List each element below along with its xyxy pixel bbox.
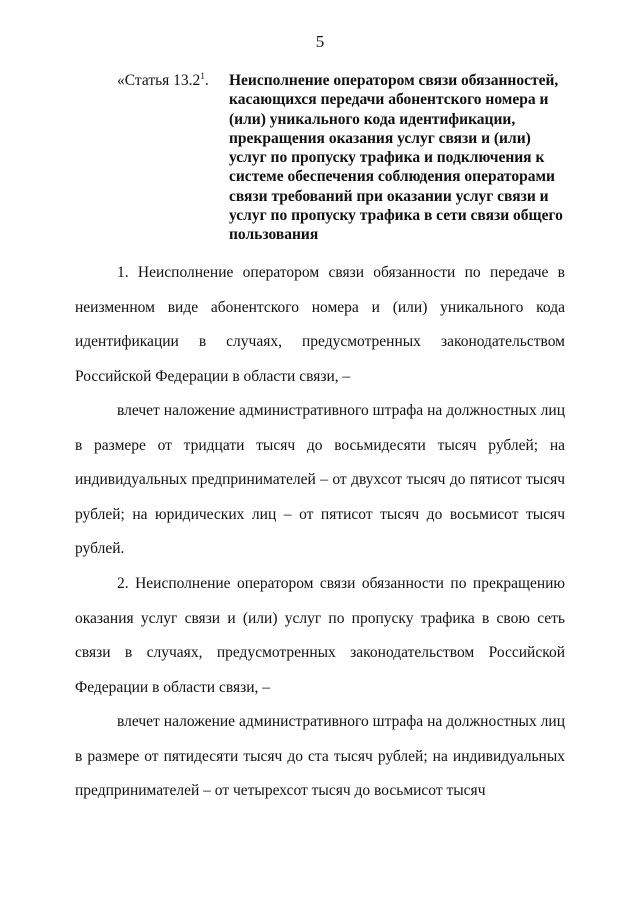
- paragraph-part-2: 2. Неисполнение оператором связи обязанности по прекращению оказания услуг связи и (или) услуг по пропуску трафика в свою сеть связи в случаях, предусмотренных законодательством Российской Федерации в области связи, –: [75, 575, 565, 696]
- article-label-superscript: 1: [200, 71, 205, 81]
- paragraph-part-1: 1. Неисполнение оператором связи обязанности по передаче в неизменном виде абонентского номера и (или) уникального кода идентификации в случаях, предусмотренных законодательством Российской Федерации в области связи, –: [75, 264, 565, 385]
- article-label: [117, 71, 209, 90]
- article-label-prefix: «Статья 13.2: [117, 72, 201, 89]
- article-label-suffix: .: [204, 72, 209, 89]
- article-title: Неисполнение оператором связи обязанностей, касающихся передачи абонентского номера и (или) уникального кода идентификации, прекращения оказания услуг связи и (или) услуг по пропуску трафика и подключения к системе обеспечения соблюдения операторами связи требований при оказании услуг связи и услуг по пропуску трафика в сети связи общего пользования: [229, 72, 563, 244]
- page-number: 5: [315, 32, 325, 51]
- paragraph-penalty-1: влечет наложение административного штрафа на должностных лиц в размере от тридцати тысяч до восьмидесяти тысяч рублей; на индивидуальных предпринимателей – от двухсот тысяч до пятисот тысяч рублей; на юридических лиц – от пятисот тысяч до восьмисот тысяч рублей.: [75, 402, 565, 558]
- paragraph-penalty-2: влечет наложение административного штрафа на должностных лиц в размере от пятидесяти тысяч до ста тысяч рублей; на индивидуальных предпринимателей – от четырехсот тысяч до восьмисот тысяч: [75, 713, 565, 800]
